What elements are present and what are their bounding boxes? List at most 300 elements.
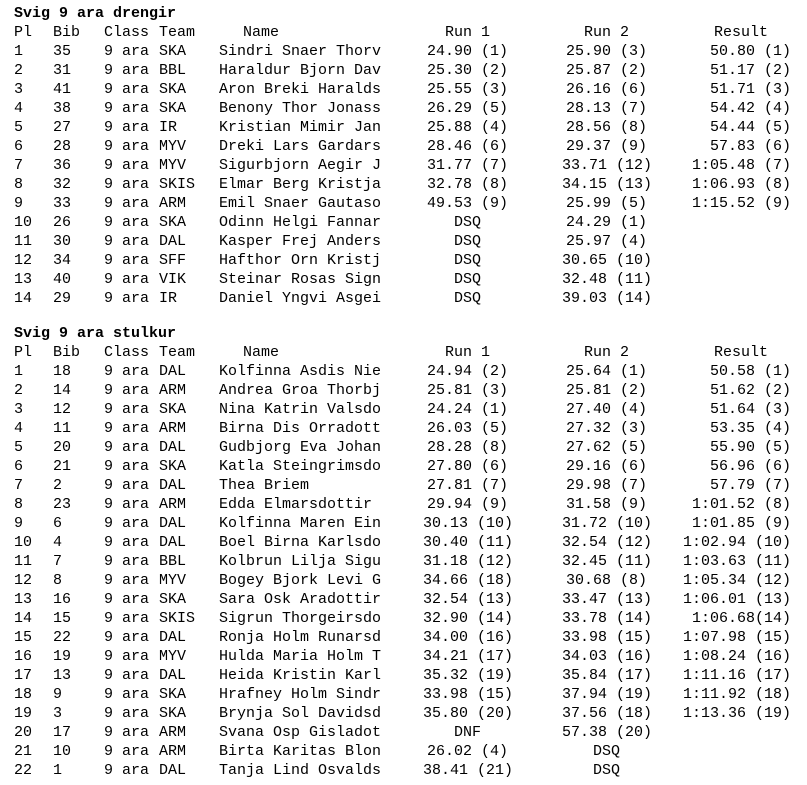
cell-run2: 30.68 (8) [566,572,648,589]
cell-run1: DSQ [454,233,482,250]
cell-team: DAL [159,477,187,494]
cell-team: SKA [159,401,187,418]
table-row [0,495,807,514]
cell-run1: 32.90 (14) [423,610,514,627]
header-run2: Run 2 [584,344,630,361]
table-row [0,628,807,647]
cell-team: SKA [159,686,187,703]
cell-result: 1:05.48 (7) [692,157,792,174]
cell-team: DAL [159,515,187,532]
cell-run1: 30.13 (10) [423,515,514,532]
cell-run1: 28.28 (8) [427,439,509,456]
cell-class: 9 ara [104,648,150,665]
table-row [0,80,807,99]
cell-class: 9 ara [104,119,150,136]
cell-run1: DSQ [454,214,482,231]
cell-run1: 29.94 (9) [427,496,509,513]
cell-run2: 39.03 (14) [562,290,653,307]
cell-name: Gudbjorg Eva Johan [219,439,382,456]
cell-run2: 32.54 (12) [562,534,653,551]
table-row [0,590,807,609]
cell-name: Boel Birna Karlsdo [219,534,382,551]
cell-team: DAL [159,667,187,684]
table-row [0,175,807,194]
cell-team: SKA [159,43,187,60]
cell-bib: 23 [53,496,72,513]
cell-name: Tanja Lind Osvalds [219,762,382,779]
header-run1: Run 1 [445,344,491,361]
cell-pl: 5 [14,439,24,456]
cell-result: 1:02.94 (10) [683,534,792,551]
cell-result: 50.58 (1) [710,363,792,380]
cell-name: Sigurbjorn Aegir J [219,157,382,174]
table-row [0,270,807,289]
header-run1: Run 1 [445,24,491,41]
header-run2: Run 2 [584,24,630,41]
cell-pl: 22 [14,762,33,779]
cell-result: 57.83 (6) [710,138,792,155]
cell-result: 54.44 (5) [710,119,792,136]
cell-run1: 30.40 (11) [423,534,514,551]
cell-team: SFF [159,252,187,269]
cell-run2: 34.15 (13) [562,176,653,193]
table-row [0,400,807,419]
table-row [0,685,807,704]
cell-result: 51.17 (2) [710,62,792,79]
cell-run1: 31.18 (12) [423,553,514,570]
cell-class: 9 ara [104,496,150,513]
cell-class: 9 ara [104,534,150,551]
header-class: Class [104,344,150,361]
cell-run1: 28.46 (6) [427,138,509,155]
cell-class: 9 ara [104,157,150,174]
cell-class: 9 ara [104,363,150,380]
cell-team: DAL [159,629,187,646]
table-row [0,457,807,476]
cell-run1: DSQ [454,252,482,269]
cell-run1: 31.77 (7) [427,157,509,174]
cell-run2: 33.71 (12) [562,157,653,174]
cell-class: 9 ara [104,138,150,155]
table-row [0,232,807,251]
cell-run2: 29.37 (9) [566,138,648,155]
cell-team: DAL [159,233,187,250]
cell-team: SKA [159,100,187,117]
cell-bib: 22 [53,629,72,646]
table-row [0,289,807,308]
cell-name: Benony Thor Jonass [219,100,382,117]
cell-team: IR [159,290,178,307]
cell-pl: 17 [14,667,33,684]
cell-bib: 14 [53,382,72,399]
table-row [0,194,807,213]
cell-bib: 9 [53,686,63,703]
cell-run2: 27.40 (4) [566,401,648,418]
cell-run2: DSQ [593,743,621,760]
cell-run1: 25.55 (3) [427,81,509,98]
cell-name: Kristian Mimir Jan [219,119,382,136]
table-row [0,251,807,270]
cell-run1: 27.80 (6) [427,458,509,475]
cell-bib: 30 [53,233,72,250]
cell-name: Kolfinna Maren Ein [219,515,382,532]
cell-run2: 32.48 (11) [562,271,653,288]
cell-team: ARM [159,724,187,741]
cell-result: 1:07.98 (15) [683,629,792,646]
cell-run2: 26.16 (6) [566,81,648,98]
cell-bib: 38 [53,100,72,117]
header-pl: Pl [14,344,33,361]
cell-class: 9 ara [104,420,150,437]
cell-team: DAL [159,534,187,551]
cell-class: 9 ara [104,762,150,779]
cell-class: 9 ara [104,252,150,269]
cell-pl: 6 [14,138,24,155]
cell-run1: 24.94 (2) [427,363,509,380]
cell-run2: 32.45 (11) [562,553,653,570]
cell-bib: 26 [53,214,72,231]
cell-bib: 19 [53,648,72,665]
table-row [0,213,807,232]
cell-class: 9 ara [104,233,150,250]
cell-team: DAL [159,439,187,456]
cell-name: Kasper Frej Anders [219,233,382,250]
cell-result: 1:11.16 (17) [683,667,792,684]
cell-name: Ronja Holm Runarsd [219,629,382,646]
cell-class: 9 ara [104,572,150,589]
cell-team: VIK [159,271,187,288]
cell-class: 9 ara [104,100,150,117]
cell-run1: 33.98 (15) [423,686,514,703]
cell-result: 56.96 (6) [710,458,792,475]
cell-class: 9 ara [104,382,150,399]
cell-result: 1:05.34 (12) [683,572,792,589]
cell-run2: DSQ [593,762,621,779]
cell-bib: 6 [53,515,63,532]
cell-name: Sindri Snaer Thorv [219,43,382,60]
cell-result: 51.62 (2) [710,382,792,399]
cell-pl: 7 [14,477,24,494]
cell-bib: 27 [53,119,72,136]
cell-class: 9 ara [104,515,150,532]
cell-result: 1:06.93 (8) [692,176,792,193]
cell-team: MYV [159,572,187,589]
cell-pl: 11 [14,233,33,250]
cell-pl: 19 [14,705,33,722]
cell-team: MYV [159,157,187,174]
cell-result: 54.42 (4) [710,100,792,117]
cell-result: 51.64 (3) [710,401,792,418]
cell-run2: 37.94 (19) [562,686,653,703]
cell-pl: 8 [14,176,24,193]
cell-bib: 17 [53,724,72,741]
cell-pl: 3 [14,81,24,98]
cell-run2: 35.84 (17) [562,667,653,684]
table-row [0,137,807,156]
cell-name: Sara Osk Aradottir [219,591,382,608]
cell-name: Kolfinna Asdis Nie [219,363,382,380]
cell-team: ARM [159,195,187,212]
cell-run1: 25.30 (2) [427,62,509,79]
cell-run2: 25.97 (4) [566,233,648,250]
cell-result: 1:06.68(14) [692,610,792,627]
cell-bib: 20 [53,439,72,456]
cell-result: 55.90 (5) [710,439,792,456]
cell-name: Edda Elmarsdottir [219,496,373,513]
table-row [0,156,807,175]
cell-class: 9 ara [104,686,150,703]
cell-team: SKA [159,81,187,98]
table-row [0,704,807,723]
cell-run1: 26.02 (4) [427,743,509,760]
cell-result: 50.80 (1) [710,43,792,60]
cell-result: 1:01.52 (8) [692,496,792,513]
cell-result: 1:15.52 (9) [692,195,792,212]
cell-pl: 14 [14,290,33,307]
cell-team: MYV [159,648,187,665]
cell-bib: 4 [53,534,63,551]
cell-run1: 27.81 (7) [427,477,509,494]
cell-run2: 25.87 (2) [566,62,648,79]
cell-bib: 8 [53,572,63,589]
header-team: Team [159,344,196,361]
table-row [0,42,807,61]
cell-bib: 29 [53,290,72,307]
cell-pl: 7 [14,157,24,174]
cell-run1: 34.66 (18) [423,572,514,589]
cell-team: SKA [159,458,187,475]
cell-name: Birna Dis Orradott [219,420,382,437]
header-class: Class [104,24,150,41]
cell-pl: 2 [14,62,24,79]
cell-name: Thea Briem [219,477,310,494]
header-result: Result [714,344,769,361]
cell-bib: 35 [53,43,72,60]
section-title: Svig 9 ara stulkur [14,325,177,342]
cell-pl: 1 [14,43,24,60]
cell-class: 9 ara [104,667,150,684]
cell-run2: 24.29 (1) [566,214,648,231]
cell-class: 9 ara [104,458,150,475]
cell-team: SKA [159,214,187,231]
table-row [0,362,807,381]
cell-bib: 28 [53,138,72,155]
cell-pl: 14 [14,610,33,627]
cell-pl: 16 [14,648,33,665]
table-row [0,533,807,552]
cell-bib: 13 [53,667,72,684]
cell-run2: 25.99 (5) [566,195,648,212]
cell-team: SKIS [159,176,196,193]
table-row [0,118,807,137]
table-row [0,571,807,590]
cell-class: 9 ara [104,705,150,722]
cell-run2: 33.78 (14) [562,610,653,627]
cell-run1: 25.88 (4) [427,119,509,136]
cell-class: 9 ara [104,401,150,418]
cell-run2: 37.56 (18) [562,705,653,722]
table-row [0,419,807,438]
cell-bib: 16 [53,591,72,608]
cell-name: Kolbrun Lilja Sigu [219,553,382,570]
cell-run1: 34.00 (16) [423,629,514,646]
cell-run2: 31.58 (9) [566,496,648,513]
cell-run2: 27.32 (3) [566,420,648,437]
table-row [0,61,807,80]
table-row [0,723,807,742]
cell-pl: 3 [14,401,24,418]
cell-team: BBL [159,553,187,570]
cell-pl: 9 [14,515,24,532]
cell-run2: 57.38 (20) [562,724,653,741]
cell-run2: 25.64 (1) [566,363,648,380]
cell-pl: 10 [14,214,33,231]
cell-run2: 28.56 (8) [566,119,648,136]
header-bib: Bib [53,344,81,361]
cell-name: Hulda Maria Holm T [219,648,382,665]
cell-name: Steinar Rosas Sign [219,271,382,288]
cell-run1: 49.53 (9) [427,195,509,212]
cell-pl: 1 [14,363,24,380]
cell-name: Katla Steingrimsdo [219,458,382,475]
cell-pl: 12 [14,572,33,589]
cell-team: IR [159,119,178,136]
cell-run2: 29.16 (6) [566,458,648,475]
cell-bib: 31 [53,62,72,79]
cell-name: Birta Karitas Blon [219,743,382,760]
cell-bib: 7 [53,553,63,570]
cell-name: Elmar Berg Kristja [219,176,382,193]
table-row [0,99,807,118]
cell-pl: 9 [14,195,24,212]
cell-run1: 32.54 (13) [423,591,514,608]
cell-result: 51.71 (3) [710,81,792,98]
table-row [0,609,807,628]
cell-result: 1:01.85 (9) [692,515,792,532]
cell-pl: 2 [14,382,24,399]
cell-pl: 6 [14,458,24,475]
cell-pl: 11 [14,553,33,570]
cell-result: 1:03.63 (11) [683,553,792,570]
cell-class: 9 ara [104,553,150,570]
cell-run2: 29.98 (7) [566,477,648,494]
cell-run1: DSQ [454,290,482,307]
cell-name: Emil Snaer Gautaso [219,195,382,212]
cell-class: 9 ara [104,591,150,608]
table-row [0,647,807,666]
table-row [0,438,807,457]
table-row [0,476,807,495]
cell-team: SKA [159,705,187,722]
cell-name: Daniel Yngvi Asgei [219,290,382,307]
table-row [0,552,807,571]
cell-team: MYV [159,138,187,155]
cell-pl: 13 [14,591,33,608]
cell-team: DAL [159,363,187,380]
cell-team: SKIS [159,610,196,627]
cell-team: ARM [159,382,187,399]
cell-pl: 21 [14,743,33,760]
cell-name: Sigrun Thorgeirsdo [219,610,382,627]
cell-class: 9 ara [104,195,150,212]
table-header-row [0,343,807,362]
cell-name: Brynja Sol Davidsd [219,705,382,722]
table-row [0,514,807,533]
cell-pl: 18 [14,686,33,703]
cell-result: 53.35 (4) [710,420,792,437]
cell-bib: 32 [53,176,72,193]
cell-pl: 15 [14,629,33,646]
cell-result: 1:06.01 (13) [683,591,792,608]
header-team: Team [159,24,196,41]
cell-run1: DNF [454,724,482,741]
cell-result: 57.79 (7) [710,477,792,494]
cell-run1: 35.32 (19) [423,667,514,684]
section-title: Svig 9 ara drengir [14,5,177,22]
table-header-row [0,23,807,42]
cell-run2: 25.81 (2) [566,382,648,399]
cell-pl: 20 [14,724,33,741]
cell-bib: 21 [53,458,72,475]
cell-bib: 11 [53,420,72,437]
cell-run2: 33.98 (15) [562,629,653,646]
cell-team: ARM [159,496,187,513]
cell-pl: 13 [14,271,33,288]
cell-bib: 2 [53,477,63,494]
cell-name: Hrafney Holm Sindr [219,686,382,703]
cell-result: 1:11.92 (18) [683,686,792,703]
header-result: Result [714,24,769,41]
cell-name: Haraldur Bjorn Dav [219,62,382,79]
cell-class: 9 ara [104,724,150,741]
cell-bib: 15 [53,610,72,627]
cell-name: Svana Osp Gisladot [219,724,382,741]
cell-run2: 30.65 (10) [562,252,653,269]
table-row [0,666,807,685]
table-row [0,742,807,761]
cell-name: Hafthor Orn Kristj [219,252,382,269]
cell-run1: 34.21 (17) [423,648,514,665]
cell-class: 9 ara [104,176,150,193]
cell-bib: 33 [53,195,72,212]
cell-bib: 12 [53,401,72,418]
cell-class: 9 ara [104,43,150,60]
cell-team: ARM [159,420,187,437]
cell-bib: 40 [53,271,72,288]
cell-class: 9 ara [104,214,150,231]
cell-class: 9 ara [104,439,150,456]
cell-name: Dreki Lars Gardars [219,138,382,155]
cell-team: ARM [159,743,187,760]
cell-pl: 4 [14,100,24,117]
cell-run2: 28.13 (7) [566,100,648,117]
cell-bib: 36 [53,157,72,174]
cell-name: Bogey Bjork Levi G [219,572,382,589]
header-name: Name [243,24,280,41]
cell-run1: DSQ [454,271,482,288]
cell-run2: 27.62 (5) [566,439,648,456]
cell-run1: 35.80 (20) [423,705,514,722]
header-pl: Pl [14,24,33,41]
cell-bib: 10 [53,743,72,760]
cell-name: Nina Katrin Valsdo [219,401,382,418]
cell-run1: 25.81 (3) [427,382,509,399]
cell-pl: 12 [14,252,33,269]
cell-pl: 10 [14,534,33,551]
table-row [0,381,807,400]
cell-name: Aron Breki Haralds [219,81,382,98]
cell-run1: 38.41 (21) [423,762,514,779]
